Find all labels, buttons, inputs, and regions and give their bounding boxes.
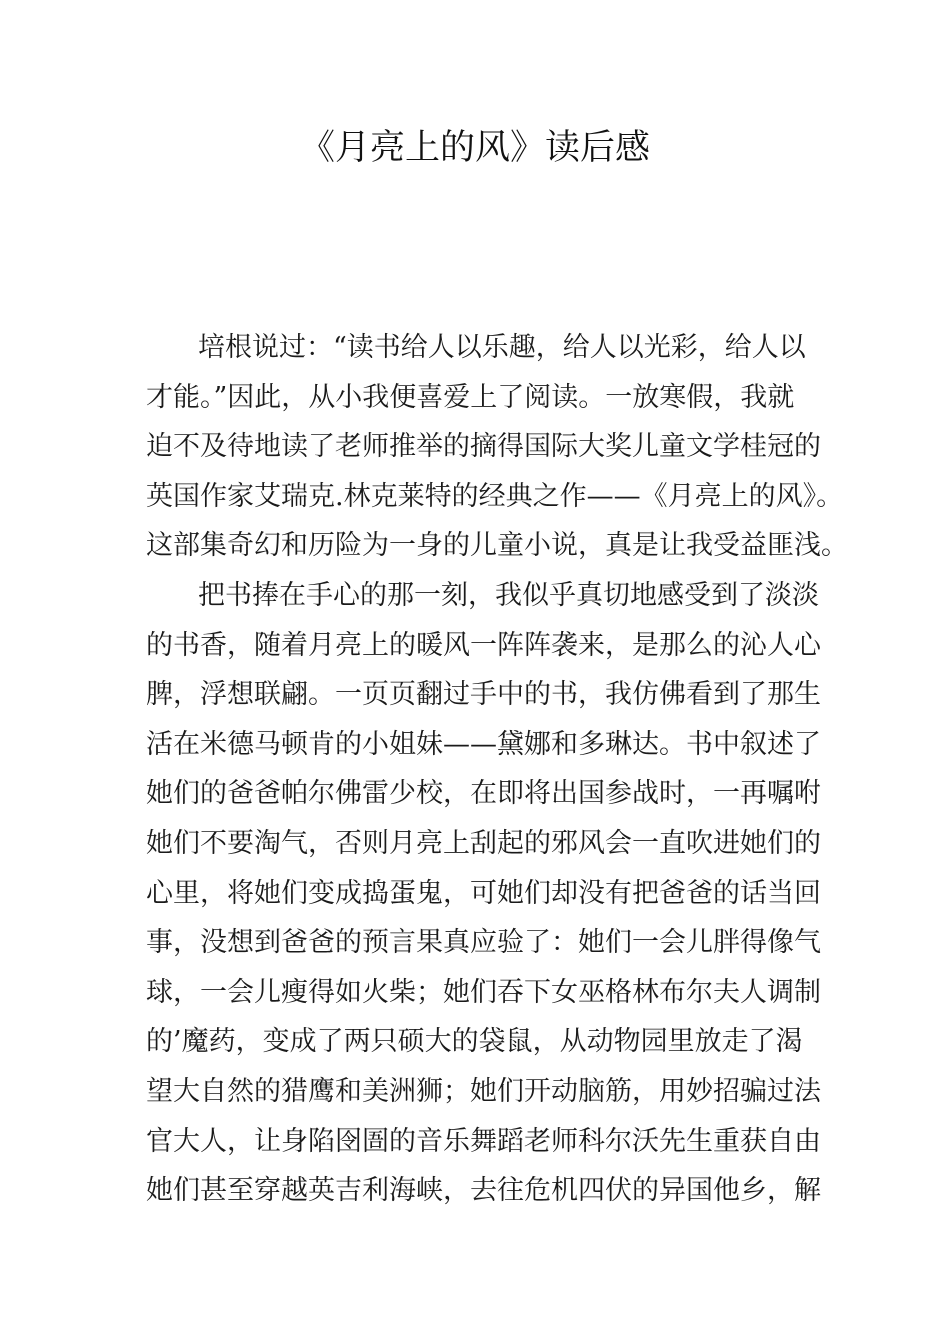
page-title: 《月亮上的风》读后感 — [299, 128, 650, 168]
text-line: 事，没想到爸爸的预言果真应验了：她们一会儿胖得像气 — [146, 927, 821, 959]
text-line: 才能。”因此，从小我便喜爱上了阅读。一放寒假，我就 — [146, 381, 795, 413]
text-line: 活在米德马顿肯的小姐妹——黛娜和多琳达。书中叙述了 — [146, 728, 821, 760]
text-line: 她们的爸爸帕尔佛雷少校，在即将出国参战时，一再嘱咐 — [146, 778, 821, 810]
text-line: 英国作家艾瑞克.林克莱特的经典之作——《月亮上的风》。 — [146, 480, 844, 512]
text-line: 官大人，让身陷囹圄的音乐舞蹈老师科尔沃先生重获自由 — [146, 1125, 821, 1157]
text-line: 她们不要淘气，否则月亮上刮起的邪风会一直吹进她们的 — [146, 827, 821, 859]
essay-body — [146, 323, 848, 1216]
text-line: 球，一会儿瘦得如火柴；她们吞下女巫格林布尔夫人调制 — [146, 976, 821, 1008]
text-line: 把书捧在手心的那一刻，我似乎真切地感受到了淡淡 — [198, 579, 819, 611]
text-line: 这部集奇幻和历险为一身的儿童小说，真是让我受益匪浅。 — [146, 530, 848, 562]
text-line: 培根说过：“读书给人以乐趣，给人以光彩，给人以 — [198, 332, 806, 363]
text-line: 迫不及待地读了老师推举的摘得国际大奖儿童文学桂冠的 — [146, 431, 821, 463]
text-line: 心里，将她们变成捣蛋鬼，可她们却没有把爸爸的话当回 — [146, 877, 821, 909]
text-line: 的书香，随着月亮上的暖风一阵阵袭来，是那么的沁人心 — [146, 629, 821, 661]
text-line: 的’魔药，变成了两只硕大的袋鼠，从动物园里放走了渴 — [146, 1026, 803, 1058]
text-line: 望大自然的猎鹰和美洲狮；她们开动脑筋，用妙招骗过法 — [146, 1075, 821, 1107]
text-line: 脾，浮想联翩。一页页翻过手中的书，我仿佛看到了那生 — [146, 679, 821, 711]
text-line: 她们甚至穿越英吉利海峡，去往危机四伏的异国他乡，解 — [146, 1175, 821, 1207]
